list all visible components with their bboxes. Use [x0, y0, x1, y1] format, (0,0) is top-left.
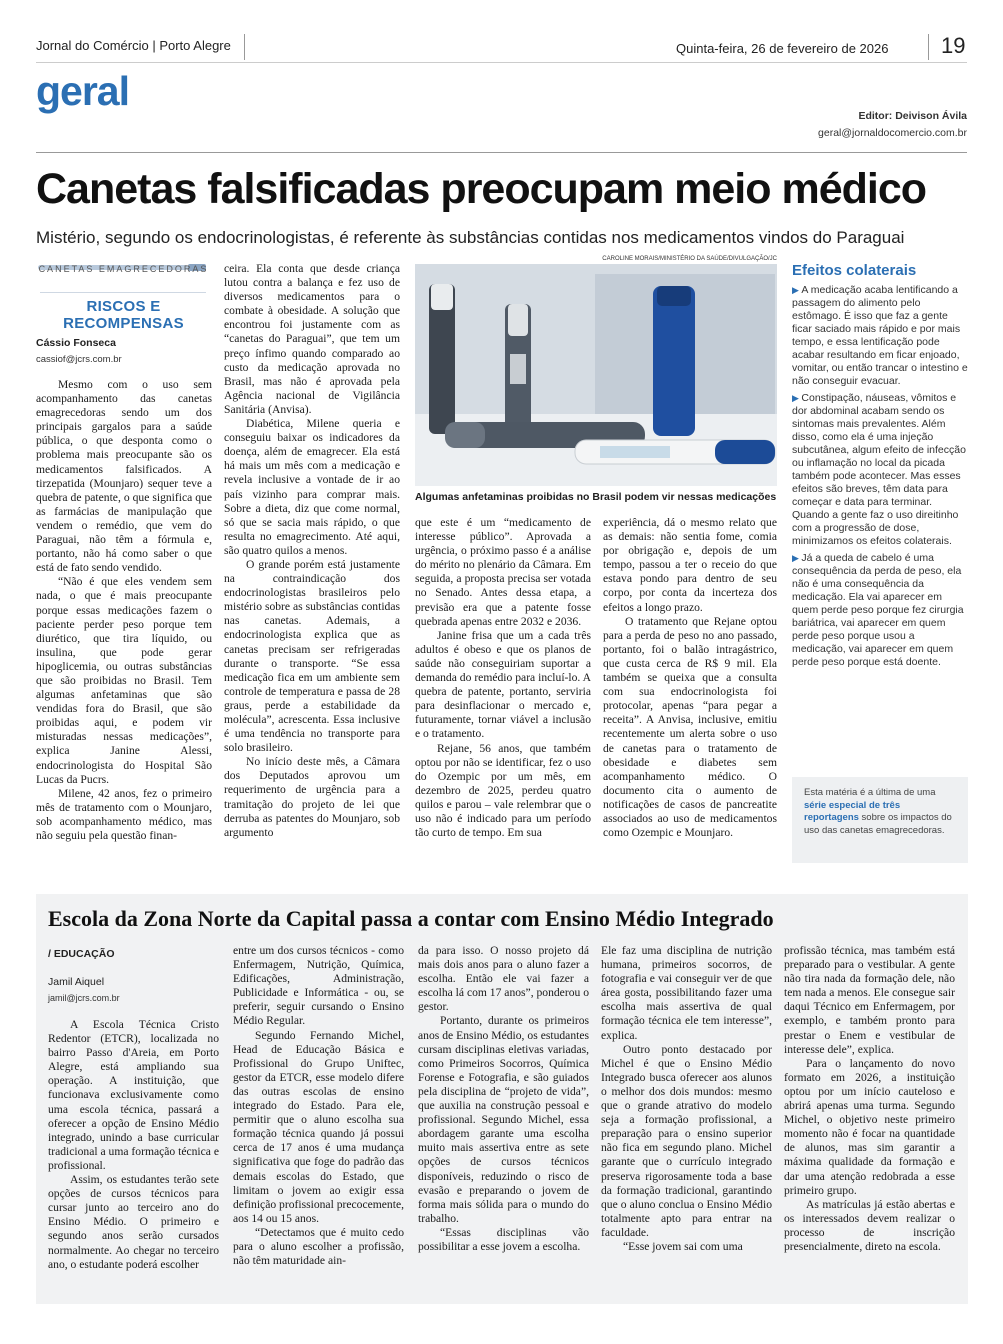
page-number: 19: [941, 33, 966, 58]
series-tag-top: CANETAS EMAGRECEDORAS: [38, 264, 209, 274]
paragraph: No início deste mês, a Câmara dos Deputados aprovou um requerimento de urgência para a tramitação do projeto de lei que derruba as patentes do Mounjaro, sob argumento: [224, 755, 400, 839]
paragraph: Milene, 42 anos, fez o primeiro mês de tratamento com o Mounjaro, sob acompanhamento médico, mas não seguiu pela questão finan-: [36, 786, 212, 842]
header-divider-left: [244, 34, 245, 60]
editor-email: geral@jornaldocomercio.com.br: [818, 127, 967, 139]
paragraph: Ele faz uma disciplina de nutrição humana, primeiros socorros, de fotografia e vai conseguir ver de que área gosta, possibilitando fazer uma escolha mais assertiva de qual formação técnica ele tem interesse”, explica.: [601, 944, 772, 1042]
education-headline: Escola da Zona Norte da Capital passa a contar com Ensino Médio Integrado: [48, 906, 774, 931]
paragraph: O tratamento que Rejane optou para a perda de peso no ano passado, portanto, foi o balão intragástrico, que custa cerca de R$ 9 mil. Ela também se queixa que a consulta com sua endocrinologista foi protocolar, apenas “para pegar a receita”. A Anvisa, inclusive, emitiu recentemente um alerta sobre o uso de canetas para o tratamento de obesidade e diabetes sem acompanhamento médico. O documento cita o aumento de notificações de casos de pancreatite associados ao uso de medicamentos como Ozempic e Mounjaro.: [603, 614, 777, 840]
education-author: Jamil Aiquel: [48, 976, 105, 988]
main-author: Cássio Fonseca: [36, 337, 116, 349]
header-rule: [36, 62, 967, 63]
main-article-col-1: [36, 378, 212, 843]
sidebar-bullet: ▶ Já a queda de cabelo é uma consequência da perda de peso, ela não é uma consequência da medicação. Ela vai aparecer em quem perde peso porque fez cirurgia bariátrica, vai aparecer em quem perde peso porque usou a medicação, vai aparecer em quem perde peso porque está doente.: [792, 552, 964, 668]
paragraph: que este é um “medicamento de interesse público”. Aprovada a urgência, o próximo passo é a análise do mérito no plenário da Câmara. Em seguida, a proposta precisa ser votada no Senado. Antes dessa etapa, a previsão era que a patente fosse quebrada apenas entre 2032 e 2036.: [415, 516, 591, 628]
paragraph: Mesmo com o uso sem acompanhamento das canetas emagrecedoras sendo um dos principais gargalos para a saúde pública, o que desponta como o problema mais preocupante são os medicamentos falsificados. A tirzepatida (Mounjaro) sequer teve a quebra de patente, o que significa que as farmácias de manipulação que vendem o remédio, que vem do Paraguai, não têm a fórmula e, portanto, não há como saber o que está de fato sendo vendido.: [36, 378, 212, 575]
paragraph: ceira. Ela conta que desde criança lutou contra a balança e fez uso de diversos medicamentos para o combate à obesidade. A solução que encontrou foi justamente com as “canetas do Paraguai”, que tem um preço ínfimo quando comparado ao custo da medicação aprovada no Brasil, mas não é aprovada pela Agência nacional de Vigilância Sanitária (Anvisa).: [224, 262, 400, 416]
education-col-4: [601, 944, 772, 1254]
main-subheadline: Mistério, segundo os endocrinologistas, é referente às substâncias contidas nos medicamentos vindos do Paraguai: [36, 228, 905, 247]
pens-illustration: [415, 264, 777, 486]
paragraph: “Detectamos que é muito cedo para o aluno escolher a profissão, não têm maturidade ain-: [233, 1225, 404, 1268]
section-title: geral: [36, 68, 129, 114]
main-headline: Canetas falsificadas preocupam meio médico: [36, 165, 926, 213]
sidebar-title: Efeitos colaterais: [792, 262, 917, 279]
paragraph: Portanto, durante os primeiros anos de Ensino Médio, os estudantes cursam disciplinas eletivas variadas, como Primeiros Socorros, Química Forense e Fotografia, e são guiados pela disciplina de “projeto de vida”, que auxilia na construção pessoal e profissional. Segundo Michel, essa abordagem garante uma escolha muito mais assertiva entre as sete opções de cursos técnicos disponíveis, reduzindo o risco de evasão e preparando o jovem de forma mais sólida para o mundo do trabalho.: [418, 1014, 589, 1225]
series-note-highlight: série especial de três reportagens: [804, 799, 901, 823]
editor-name: Editor: Deivison Ávila: [858, 110, 967, 122]
main-article-col-4: [603, 516, 777, 840]
issue-date: Quinta-feira, 26 de fevereiro de 2026: [676, 41, 889, 56]
sidebar-bullet: ▶ A medicação acaba lentificando a passagem do alimento pelo estômago. É isso que faz a gente ficar saciado mais rápido e por mais tempo, e essa lentificação pode acabar resultando em ficar enjoado, vomitar, ou então trancar o intestino e não conseguir evacuar.: [792, 284, 968, 387]
medication-pens-photo: [415, 264, 777, 486]
paragraph: A Escola Técnica Cristo Redentor (ETCR), localizada no bairro Passo d'Areia, em Porto Alegre, está ampliando sua operação. A instituição, que funcionava exclusivamente como uma escola técnica, passará a oferecer a opção de Ensino Médio integrado, unindo a base curricular tradicional a uma formação técnica e profissional.: [48, 1018, 219, 1172]
paragraph: “Não é que eles vendem sem nada, o que é mais preocupante porque essas medicações fazem o paciente perder peso porque tem diurético, que tira líquido, ou insulina, que pode gerar hipoglicemia, ou outras substâncias que são proibidas no Brasil. Tem algumas anfetaminas que são vendidas fora do Brasil, que são proibidas aqui, e podem vir misturadas nessas medicações”, explica Janine Alessi, endocrinologista do Hospital São Lucas da Pucrs.: [36, 575, 212, 786]
paragraph: Diabética, Milene queria e conseguiu baixar os indicadores da doença, além de emagrecer. Ela está há mais um mês com a medicação e revela inclusive a vontade de ir ao país vizinho para comprar mais. Sobre a dieta, diz que come normal, só que se sacia mais rápido, o que resulta no emagrecimento. Até aqui, são quatro quilos a menos.: [224, 417, 400, 557]
education-col-2: [233, 944, 404, 1268]
paper-name: Jornal do Comércio | Porto Alegre: [36, 38, 231, 53]
paragraph: Segundo Fernando Michel, Head de Educação Básica e Profissional do Grupo Uniftec, gestor da ETCR, esse modelo difere das outras escolas de ensino integrado do Estado. Para ele, permitir que o aluno escolha sua formação técnica quando já possui cerca de 17 anos é uma mudança significativa que foge do padrão das demais escolas do Estado, que limitam o jovem ao exigir essa definição profissional precocemente, aos 14 ou 15 anos.: [233, 1028, 404, 1225]
main-article-col-3: [415, 516, 591, 840]
paragraph: O grande porém está justamente na contraindicação dos endocrinologistas brasileiros pelo mistério sobre as substâncias contidas nas canetas. Ademais, a endocrinologista explica que as canetas precisam ser refrigeradas durante o transporte. “Se essa medicação fica em um ambiente sem controle de temperatura e passa de 28 graus, perde a estabilidade da molécula”, acrescenta. Essa inclusive é uma tendência no transporte para solo brasileiro.: [224, 557, 400, 755]
triangle-bullet-icon: ▶: [792, 285, 802, 295]
paragraph: profissão técnica, mas também está preparado para o vestibular. A gente não tira nada da formação dele, não tem nada a menos. Ele consegue sair daqui Técnico em Enfermagem, por exemplo, e também pronto para prestar o Enem e vestibular de interesse dele”, explica.: [784, 944, 955, 1056]
series-tag-title: RISCOS E RECOMPENSAS: [63, 298, 184, 332]
main-article-col-2: [224, 262, 400, 840]
paragraph: Para o lançamento do novo formato em 2026, a instituição optou por um início cauteloso e abrirá apenas uma turma. Segundo Michel, o objetivo neste primeiro momento não é focar na quantidade de alunos, mas sim garantir a máxima qualidade da formação e dar uma atenção redobrada a esse primeiro grupo.: [784, 1056, 955, 1197]
series-note-box: Esta matéria é a última de uma série especial de três reportagens sobre os impactos do uso das canetas emagrecedoras.: [792, 777, 968, 863]
paragraph: entre um dos cursos técnicos - como Enfermagem, Nutrição, Química, Edificações, Administração, Publicidade e Informática - ou, se preferir, seguir cursando o Ensino Médio Regular.: [233, 944, 404, 1028]
photo-caption: Algumas anfetaminas proibidas no Brasil podem vir nessas medicações: [415, 491, 777, 503]
series-tag: [36, 262, 211, 332]
education-col-5: [784, 944, 955, 1254]
paragraph: Janine frisa que um a cada três adultos é obeso e que os planos de saúde não conseguiriam suportar a demanda do remédio para incluí-lo. A quebra de patente, portanto, serviria para desinflacionar o mercado e, futuramente, tornar viável a inclusão e o tratamento.: [415, 628, 591, 741]
education-tag: / EDUCAÇÃO: [48, 948, 115, 960]
triangle-bullet-icon: ▶: [792, 393, 802, 403]
paragraph: “Essas disciplinas vão possibilitar a esse jovem a escolha.: [418, 1225, 589, 1253]
section-rule: [36, 152, 967, 153]
main-author-email: cassiof@jcrs.com.br: [36, 354, 122, 365]
photo-credit: CAROLINE MORAIS/MINISTÉRIO DA SAÚDE/DIVULGAÇÃO/JC: [602, 256, 777, 262]
paragraph: Rejane, 56 anos, que também optou por não se identificar, fez o uso do Ozempic por um mês, em dezembro de 2025, perdeu quatro quilos e parou – vale relembrar que o uso não é indicado para um período tão curto de tempo. Em sua: [415, 741, 591, 840]
education-col-1: [48, 1018, 219, 1272]
paragraph: Outro ponto destacado por Michel é que o Ensino Médio Integrado busca oferecer aos alunos o melhor dos dois mundos: mesmo que o grande atrativo do modelo seja a formação profissional, a preparação para o ensino superior não fica em segundo plano. Michel garante que o currículo integrado preserva rigorosamente toda a base da formação tradicional, garantindo que o aluno conclua o Ensino Médio totalmente apto para entrar na faculdade.: [601, 1042, 772, 1239]
sidebar-bullets: [792, 284, 968, 673]
header-divider-right: [928, 34, 929, 60]
paragraph: Assim, os estudantes terão sete opções de cursos técnicos para cursar junto ao terceiro ano do Ensino Médio. O primeiro e segundo anos serão cursados normalmente. Ao chegar no terceiro ano, o estudante poderá escolher: [48, 1173, 219, 1271]
sidebar-bullet: ▶ Constipação, náuseas, vômitos e dor abdominal acabam sendo os sintomas mais prevalentes. Além disso, como ela é uma injeção subcutânea, algum efeito de infecção ou inflamação no local da picada também pode acontecer. Mas esses efeitos são breves, têm data para começar e data para terminar. Quando a gente faz o uso direitinho com a progressão de dose, minimizamos os efeitos colaterais.: [792, 392, 966, 547]
education-col-3: [418, 944, 589, 1254]
paragraph: “Esse jovem sai com uma: [623, 1239, 743, 1253]
paragraph: experiência, dá o mesmo relato que as demais: não sentia fome, comia por obrigação e, depois de um tempo, passou a ter o receio do que estava pondo para dentro de seu corpo, por conta da incerteza dos efeitos a longo prazo.: [603, 516, 777, 614]
paragraph: da para isso. O nosso projeto dá mais dois anos para o aluno fazer a escolha. Então ele vai fazer a escolha lá com 17 anos”, ponderou o gestor.: [418, 944, 589, 1014]
education-author-email: jamil@jcrs.com.br: [48, 993, 120, 1003]
paragraph: As matrículas já estão abertas e os interessados devem realizar o processo de inscrição presencialmente, direto na escola.: [784, 1197, 955, 1253]
triangle-bullet-icon: ▶: [792, 553, 802, 563]
